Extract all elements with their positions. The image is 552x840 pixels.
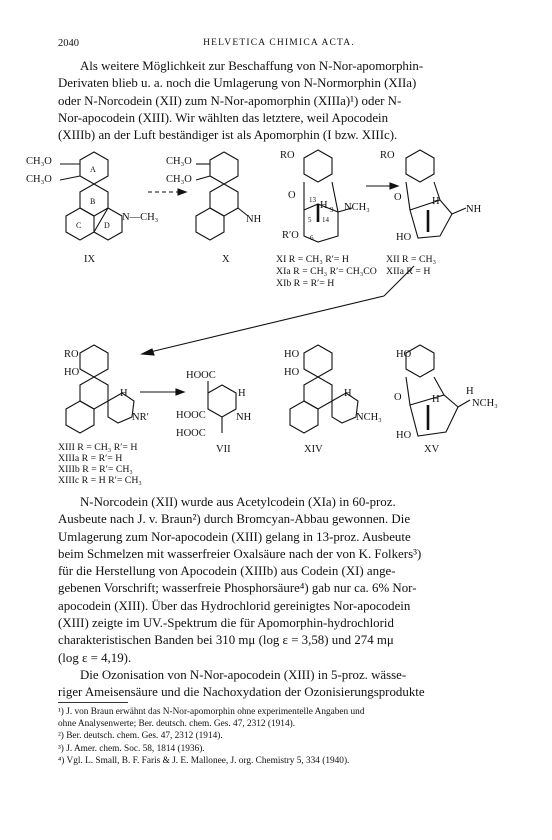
- chem-label: O: [394, 192, 402, 203]
- compound-label: XIb R = R′= H: [276, 278, 335, 289]
- compound-label: XV: [424, 444, 440, 455]
- text-line: Derivaten blieb u. a. noch die Umlagerung von N-Normorphin (XIIa): [58, 76, 417, 91]
- text-line: gebenen Vorschrift; wasserfreie Phosphorsäure⁴) gab nur ca. 6% Nor-: [58, 581, 417, 596]
- text-line: Die Ozonisation von N-Nor-apocodein (XIII) in 5-proz. wässe-: [80, 667, 407, 682]
- chem-label: NCH₃: [356, 412, 382, 423]
- chem-label: H: [344, 388, 352, 399]
- text-line: apocodein (XIII). Über das Hydrochlorid gereinigtes Nor-apocodein: [58, 598, 411, 613]
- chem-label: H: [432, 196, 440, 207]
- chem-label: 9: [330, 206, 334, 214]
- text-line: für die Herstellung von Apocodein (XIIIb) aus Codein (XI) ange-: [58, 564, 396, 579]
- footnote-line: ²) Ber. deutsch. chem. Ges. 47, 2312 (1914).: [58, 731, 223, 742]
- journal-title: HELVETICA CHIMICA ACTA.: [203, 38, 355, 48]
- text-line: Ausbeute nach J. v. Braun²) durch Bromcyan-Abbau gewonnen. Die: [58, 512, 411, 527]
- chem-label: 5: [308, 216, 312, 224]
- chem-label: HO: [396, 349, 412, 360]
- chem-label: N—CH₃: [122, 212, 159, 223]
- chem-label: NH: [246, 214, 262, 225]
- footnote-line: ⁴) Vgl. L. Small, B. F. Faris & J. E. Mallonee, J. org. Chemistry 5, 334 (1940).: [58, 755, 350, 766]
- compound-label: XIIa R = H: [386, 266, 431, 277]
- chem-label: NCH₃: [472, 398, 498, 409]
- footnotes: [58, 706, 500, 767]
- chem-label: RO: [380, 150, 395, 161]
- chem-label: NR′: [132, 412, 149, 423]
- text-line: (XIIIb) an der Luft beständiger ist als Apomorphin (I bzw. XIIIc).: [58, 128, 398, 143]
- ring-label: B: [90, 197, 96, 206]
- chem-label: O: [288, 190, 296, 201]
- compound-label: XII R = CH₃: [386, 254, 437, 265]
- chem-label: 14: [322, 216, 329, 224]
- chem-label: H: [120, 388, 128, 399]
- text-line: beim Schmelzen mit wasserfreier Oxalsäure nach der von K. Folkers³): [58, 546, 422, 561]
- chem-label: HO: [396, 232, 412, 243]
- ring-label: C: [76, 221, 82, 230]
- text-line: Umlagerung zum Nor-apocodein (XIII) gelang in 13-proz. Ausbeute: [58, 529, 411, 544]
- page-number: 2040: [58, 38, 79, 49]
- text-line: (XIII) zeigte im UV.-Spektrum die für Apomorphin-hydrochlorid: [58, 616, 394, 631]
- chem-label: NH: [466, 204, 482, 215]
- chem-label: R′O: [282, 230, 299, 241]
- footnote-rule: [58, 702, 128, 703]
- chem-label: HOOC: [186, 370, 216, 381]
- compound-label: XIIIb R = R′= CH₃: [58, 464, 133, 475]
- chem-label: H: [466, 386, 474, 397]
- compound-label: IX: [84, 254, 96, 265]
- text-line: riger Ameisensäure und die Nachoxydation der Ozonisierungsprodukte: [58, 685, 425, 700]
- compound-label: XIII R = CH₃ R′= H: [58, 442, 138, 453]
- chem-label: 6: [310, 234, 314, 242]
- chem-label: O: [394, 392, 402, 403]
- compound-label: XIa R = CH₃ R′= CH₃CO: [276, 266, 377, 277]
- chem-label: H: [238, 388, 246, 399]
- compound-label: XIIIa R = R′= H: [58, 453, 123, 464]
- chem-label: H: [320, 200, 328, 211]
- ring-label: D: [104, 221, 110, 230]
- body-paragraph: [58, 494, 500, 702]
- chem-label: 13: [309, 196, 316, 204]
- text-line: Nor-apocodein (XIII). Wir wählten das letztere, weil Apocodein: [58, 110, 389, 125]
- chem-label: HO: [396, 430, 412, 441]
- chem-label: CH₃O: [26, 156, 52, 167]
- chem-label: HO: [284, 367, 300, 378]
- compound-label: VII: [216, 444, 231, 455]
- text-line: oder N-Norcodein (XII) zum N-Nor-apomorphin (XIIIa)¹) oder N-: [58, 93, 402, 108]
- chem-label: CH₃O: [26, 174, 52, 185]
- chem-label: RO: [64, 349, 79, 360]
- chem-label: NH: [236, 412, 252, 423]
- compound-label: XIV: [304, 444, 323, 455]
- compound-label: XI R = CH₃ R′= H: [276, 254, 349, 265]
- footnote-line: ¹) J. von Braun erwähnt das N-Nor-apomorphin ohne experimentelle Angaben und: [58, 707, 365, 717]
- chem-label: CH₃O: [166, 156, 192, 167]
- ring-label: A: [90, 165, 96, 174]
- text-line: N-Norcodein (XII) wurde aus Acetylcodein (XIa) in 60-proz.: [80, 495, 396, 509]
- compound-label: XIIIc R = H R′= CH₃: [58, 475, 142, 486]
- chem-label: NCH₃: [344, 202, 370, 213]
- text-line: charakteristischen Banden bei 310 mμ (log ε = 3,58) und 274 mμ: [58, 633, 394, 648]
- footnote-line: ohne Analysenwerte; Ber. deutsch. chem. Ges. 47, 2312 (1914).: [58, 719, 296, 730]
- chem-label: RO: [280, 150, 295, 161]
- chem-label: HOOC: [176, 428, 206, 439]
- text-line: (log ε = 4,19).: [58, 650, 132, 665]
- chem-label: H: [432, 394, 440, 405]
- text-line: Als weitere Möglichkeit zur Beschaffung von N-Nor-apomorphin-: [80, 59, 424, 73]
- chem-label: HO: [284, 349, 300, 360]
- footnote-line: ³) J. Amer. chem. Soc. 58, 1814 (1936).: [58, 743, 205, 754]
- compound-label: X: [222, 254, 230, 265]
- chem-label: HO: [64, 367, 80, 378]
- chem-label: CH₃O: [166, 174, 192, 185]
- chem-label: HOOC: [176, 410, 206, 421]
